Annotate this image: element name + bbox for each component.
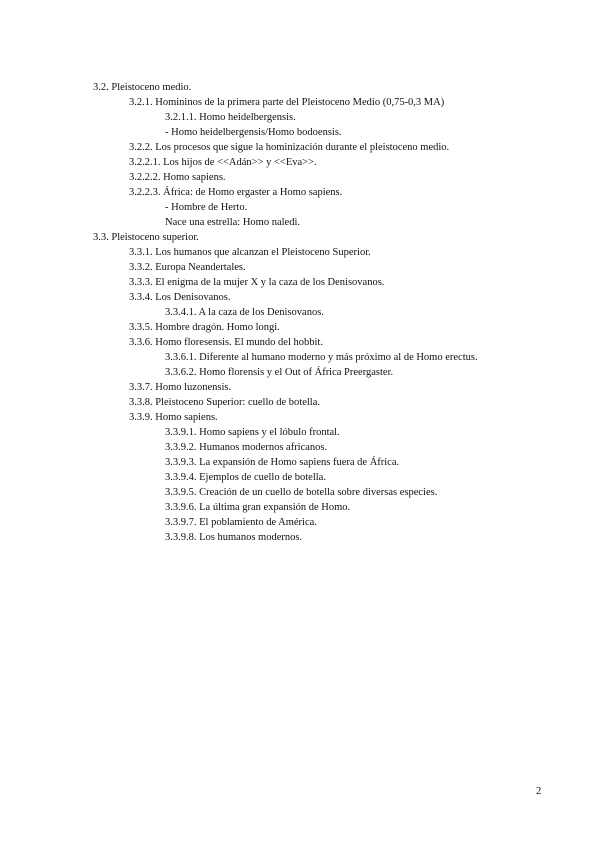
- toc-entry: 3.2.2.1. Los hijos de <<Adán>> y <<Eva>>.: [129, 157, 317, 168]
- toc-entry: 3.3.9.4. Ejemplos de cuello de botella.: [165, 472, 326, 483]
- toc-entry: 3.2.2.3. África: de Homo ergaster a Homo sapiens.: [129, 187, 343, 198]
- toc-entry: 3.3.9. Homo sapiens.: [129, 412, 218, 423]
- page-number: 2: [536, 786, 542, 797]
- toc-entry: 3.3.2. Europa Neandertales.: [129, 262, 246, 273]
- toc-entry: 3.3.6.2. Homo florensis y el Out of África Preergaster.: [165, 367, 394, 378]
- toc-entry: 3.3.3. El enigma de la mujer X y la caza de los Denisovanos.: [129, 277, 385, 288]
- toc-entry: 3.3.5. Hombre dragón. Homo longi.: [129, 322, 280, 333]
- toc-entry: 3.2.1.1. Homo heidelbergensis.: [165, 112, 296, 123]
- table-of-contents: [0, 80, 600, 545]
- toc-entry: - Homo heidelbergensis/Homo bodoensis.: [165, 127, 342, 138]
- toc-entry: 3.3.9.3. La expansión de Homo sapiens fuera de África.: [165, 457, 400, 468]
- toc-entry: 3.3.4. Los Denisovanos.: [129, 292, 231, 303]
- toc-entry: 3.3.9.1. Homo sapiens y el lóbulo frontal.: [165, 427, 340, 438]
- toc-entry: 3.3.9.8. Los humanos modernos.: [165, 532, 303, 543]
- toc-entry: 3.3.9.6. La última gran expansión de Homo.: [165, 502, 351, 513]
- toc-entry: - Hombre de Herto.: [165, 202, 248, 213]
- toc-entry: 3.3.9.7. El poblamiento de América.: [165, 517, 317, 528]
- toc-entry: 3.3.9.5. Creación de un cuello de botella sobre diversas especies.: [165, 487, 438, 498]
- toc-entry: 3.3.6. Homo floresensis. El mundo del hobbit.: [129, 337, 323, 348]
- toc-entry: 3.2. Pleistoceno medio.: [93, 82, 192, 93]
- toc-entry: 3.3. Pleistoceno superior.: [93, 232, 199, 243]
- toc-entry: Nace una estrella: Homo naledi.: [165, 217, 300, 228]
- toc-entry: 3.2.2. Los procesos que sigue la hominización durante el pleistoceno medio.: [129, 142, 450, 153]
- toc-entry: 3.3.4.1. A la caza de los Denisovanos.: [165, 307, 324, 318]
- toc-entry: 3.3.7. Homo luzonensis.: [129, 382, 232, 393]
- toc-entry: 3.2.1. Homininos de la primera parte del Pleistoceno Medio (0,75-0,3 MA): [129, 97, 445, 108]
- toc-entry: 3.3.6.1. Diferente al humano moderno y más próximo al de Homo erectus.: [165, 352, 478, 363]
- toc-entry: 3.3.1. Los humanos que alcanzan el Pleistoceno Superior.: [129, 247, 371, 258]
- toc-entry: 3.2.2.2. Homo sapiens.: [129, 172, 226, 183]
- toc-entry: 3.3.9.2. Humanos modernos africanos.: [165, 442, 328, 453]
- toc-entry: 3.3.8. Pleistoceno Superior: cuello de botella.: [129, 397, 320, 408]
